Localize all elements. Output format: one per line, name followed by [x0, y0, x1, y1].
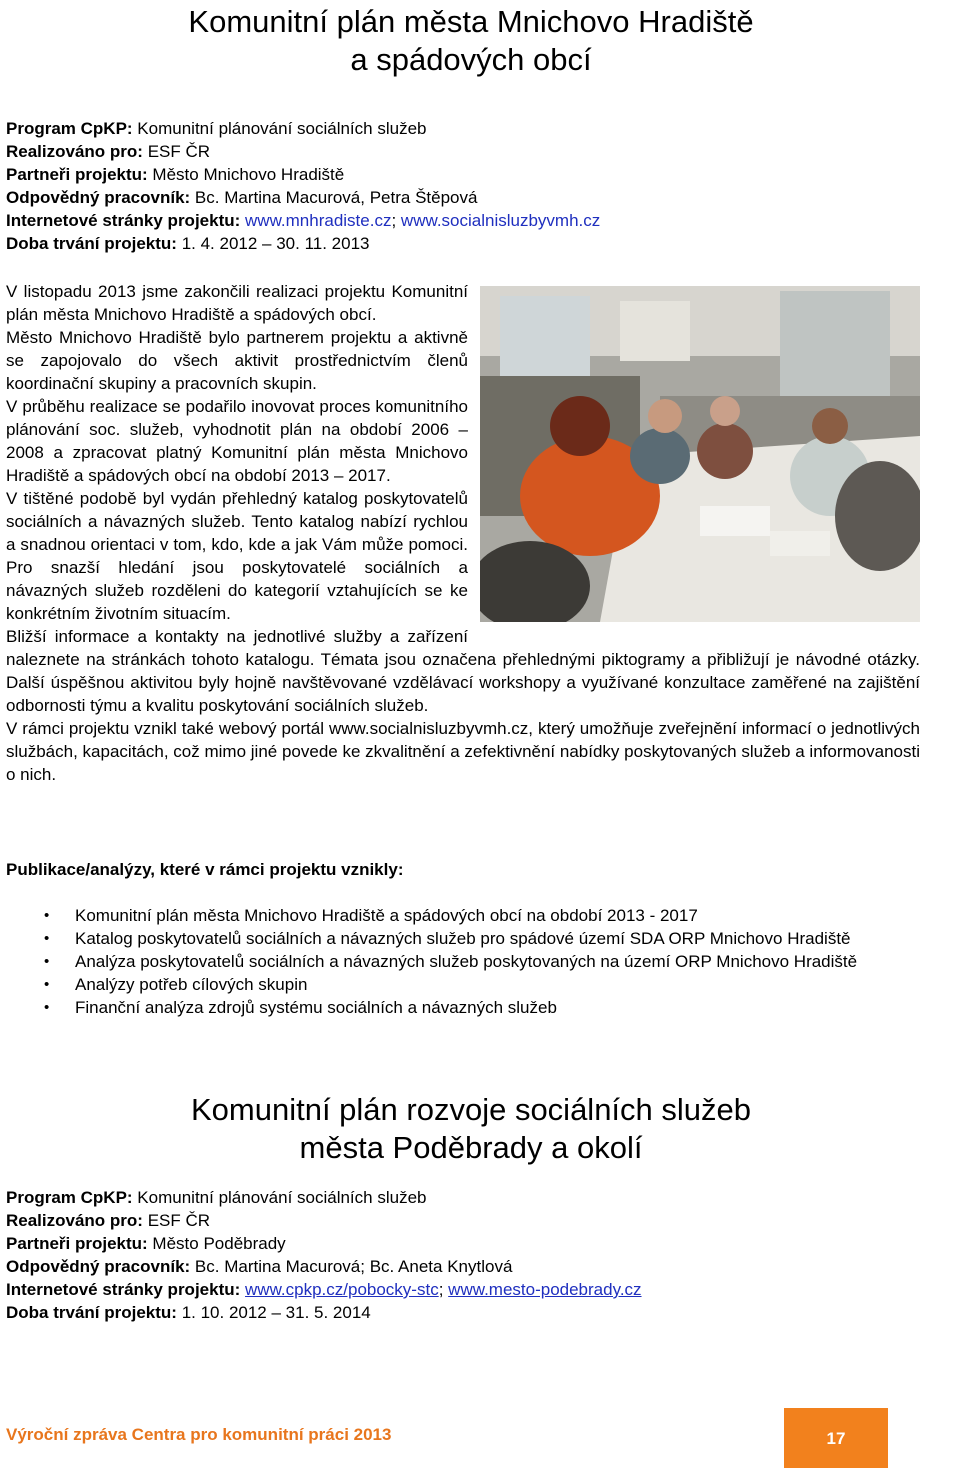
section2-meta [6, 1186, 926, 1324]
list-item [6, 927, 916, 950]
body-paragraph-5: Bližší informace a kontakty na jednotlivé služby a zařízení naleznete na stránkách tohoto katalogu. Témata jsou označena přehlednými piktogramy a přibližují je návodné otázky. Další úspěšnou aktivitou byly hojně navštěvované vzdělávací workshopy a využívané konzultace zaměřené na zajištění odbornosti týmu a kvalitu poskytování sociálních služeb. [6, 627, 920, 715]
section1-meta [6, 117, 926, 255]
program-value: Komunitní plánování sociálních služeb [132, 119, 427, 138]
list-item [6, 973, 916, 996]
web-label: Internetové stránky projektu: [6, 1280, 241, 1299]
realized-label: Realizováno pro: [6, 1211, 143, 1230]
responsible-row [6, 1255, 926, 1278]
publications-heading: Publikace/analýzy, které v rámci projektu vznikly: [6, 860, 404, 879]
body-paragraph-6: V rámci projektu vznikl také webový portál www.socialnisluzbyvmh.cz, který umožňuje zveřejnění informací o jednotlivých službách, kapacitách, což mimo jiné povede ke zkvalitnění a zefektivnění nabídky poskytovaných služeb a informovanosti o nich. [6, 719, 920, 784]
body-paragraph-1: V listopadu 2013 jsme zakončili realizaci projektu Komunitní plán města Mnichovo Hradiště a spádových obcí. [6, 282, 468, 324]
web-separator: ; [438, 1280, 444, 1299]
duration-value: 1. 4. 2012 – 30. 11. 2013 [176, 234, 370, 253]
partners-row [6, 1232, 926, 1255]
section2-title [6, 1091, 936, 1167]
realized-row [6, 140, 926, 163]
bullet-icon: • [44, 953, 50, 970]
program-label: Program CpKP: [6, 1188, 133, 1207]
project-description [6, 280, 920, 786]
publication-title: Finanční analýza zdrojů systému sociálních a návazných služeb [75, 998, 557, 1017]
partners-label: Partneři projektu: [6, 1234, 148, 1253]
workshop-photo [480, 286, 920, 622]
duration-row [6, 1301, 926, 1324]
responsible-label: Odpovědný pracovník: [6, 1257, 191, 1276]
web-link-mesto-podebrady[interactable]: www.mesto-podebrady.cz [448, 1280, 642, 1299]
body-paragraph-3: V průběhu realizace se podařilo inovovat proces komunitního plánování soc. služeb, vyhodnotit plán na období 2006 – 2008 a zpracovat platný Komunitní plán města Mnichovo Hradiště a spádových obcí na období 2013 – 2017. [6, 397, 468, 485]
publications-list [6, 904, 916, 1019]
realized-value: ESF ČR [142, 1211, 211, 1230]
section1-title-line2: a spádových obcí [350, 42, 592, 77]
responsible-value: Bc. Martina Macurová, Petra Štěpová [190, 188, 478, 207]
body-paragraph-2: Město Mnichovo Hradiště bylo partnerem projektu a aktivně se zapojovalo do všech aktivit prostřednictvím členů koordinační skupiny a pracovních skupin. [6, 328, 468, 393]
list-item [6, 904, 916, 927]
section2-title-line2: města Poděbrady a okolí [299, 1130, 643, 1165]
page-number: 17 [826, 1428, 846, 1448]
program-row [6, 117, 926, 140]
publication-title: Analýzy potřeb cílových skupin [75, 975, 308, 994]
program-row [6, 1186, 926, 1209]
web-link-socialnisluzby[interactable]: www.socialnisluzbyvmh.cz [400, 211, 601, 230]
realized-value: ESF ČR [142, 142, 211, 161]
bullet-icon: • [44, 930, 50, 947]
web-separator: ; [391, 211, 397, 230]
partners-value: Město Poděbrady [147, 1234, 286, 1253]
responsible-value: Bc. Martina Macurová; Bc. Aneta Knytlová [190, 1257, 513, 1276]
partners-value: Město Mnichovo Hradiště [147, 165, 345, 184]
footer-title: Výroční zpráva Centra pro komunitní práci 2013 [6, 1425, 392, 1444]
web-link-mnhradiste[interactable]: www.mnhradiste.cz [245, 211, 392, 230]
duration-label: Doba trvání projektu: [6, 1303, 177, 1322]
duration-value: 1. 10. 2012 – 31. 5. 2014 [176, 1303, 371, 1322]
list-item [6, 950, 916, 973]
section1-title [6, 3, 936, 79]
program-label: Program CpKP: [6, 119, 133, 138]
realized-row [6, 1209, 926, 1232]
web-label: Internetové stránky projektu: [6, 211, 241, 230]
body-paragraph-4: V tištěné podobě byl vydán přehledný katalog poskytovatelů sociálních a návazných služeb. Tento katalog nabízí rychlou a snadnou orientaci v tom, kdo, kde a jak Vám může pomoci. Pro snazší hledání jsou poskytovatelé sociálních a návazných služeb rozděleni do kategorií vztahujících se ke konkrétním životním situacím. [6, 489, 468, 623]
partners-label: Partneři projektu: [6, 165, 148, 184]
duration-label: Doba trvání projektu: [6, 234, 177, 253]
list-item [6, 996, 916, 1019]
bullet-icon: • [44, 976, 50, 993]
section1-title-line1: Komunitní plán města Mnichovo Hradiště [188, 4, 754, 39]
section2-title-line1: Komunitní plán rozvoje sociálních služeb [190, 1092, 752, 1127]
publication-title: Komunitní plán města Mnichovo Hradiště a spádových obcí na období 2013 - 2017 [75, 906, 698, 925]
bullet-icon: • [44, 907, 50, 924]
workshop-photo-illustration [480, 286, 920, 622]
partners-row [6, 163, 926, 186]
realized-label: Realizováno pro: [6, 142, 143, 161]
publication-title: Analýza poskytovatelů sociálních a návazných služeb poskytovaných na území ORP Mnichovo Hradiště [75, 952, 858, 971]
publication-title: Katalog poskytovatelů sociálních a návazných služeb pro spádové území SDA ORP Mnichovo Hradiště [75, 929, 851, 948]
program-value: Komunitní plánování sociálních služeb [132, 1188, 427, 1207]
bullet-icon: • [44, 999, 50, 1016]
web-row [6, 1278, 926, 1301]
web-row [6, 209, 926, 232]
web-link-cpkp[interactable]: www.cpkp.cz/pobocky-stc [245, 1280, 439, 1299]
page-number-box [784, 1408, 888, 1468]
responsible-row [6, 186, 926, 209]
duration-row [6, 232, 926, 255]
responsible-label: Odpovědný pracovník: [6, 188, 191, 207]
